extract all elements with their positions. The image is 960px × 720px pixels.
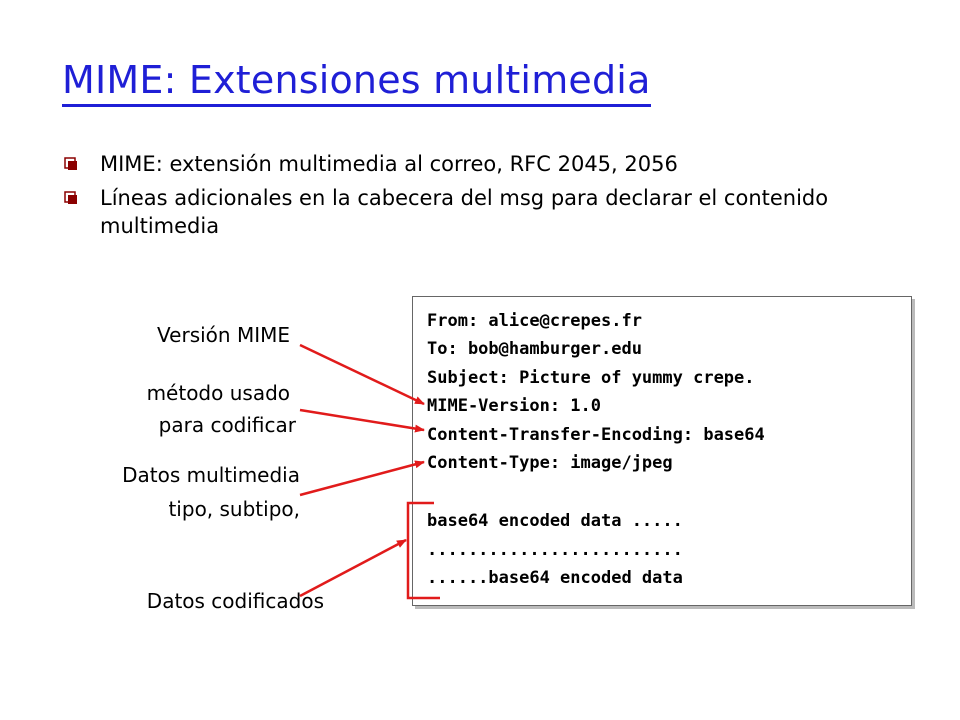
label-datatype-line2: tipo, subtipo,	[168, 497, 300, 521]
message-line-subject: Subject: Picture of yummy crepe.	[427, 368, 755, 388]
label-encoded-data: Datos codificados	[146, 589, 324, 613]
message-line-from: From: alice@crepes.fr	[427, 311, 642, 331]
message-line-content-type: Content-Type: image/jpeg	[427, 453, 673, 473]
message-line-data-1: base64 encoded data .....	[427, 511, 683, 531]
bullet-text: Líneas adicionales en la cabecera del msg para declarar el contenido multimedia	[100, 186, 829, 238]
arrow-content-type	[300, 462, 424, 495]
label-datatype-line1: Datos multimedia	[122, 463, 300, 487]
message-line-transfer-encoding: Content-Transfer-Encoding: base64	[427, 425, 765, 445]
label-method-line1: método usado	[146, 381, 290, 405]
message-line-data-3: ......base64 encoded data	[427, 568, 683, 588]
message-line-to: To: bob@hamburger.edu	[427, 339, 642, 359]
message-line-mime-version: MIME-Version: 1.0	[427, 396, 601, 416]
label-mime-version: Versión MIME	[157, 323, 290, 347]
page-title: MIME: Extensiones multimedia	[62, 58, 651, 107]
arrow-encoding	[300, 410, 424, 430]
bullet-text: MIME: extensión multimedia al correo, RFC 2045, 2056	[100, 152, 678, 176]
arrow-encoded-data	[300, 540, 406, 596]
message-line-data-2: .........................	[427, 540, 683, 560]
arrow-mime-version	[300, 345, 424, 404]
bracket-encoded-data	[408, 503, 440, 598]
label-method-line2: para codificar	[158, 413, 296, 437]
